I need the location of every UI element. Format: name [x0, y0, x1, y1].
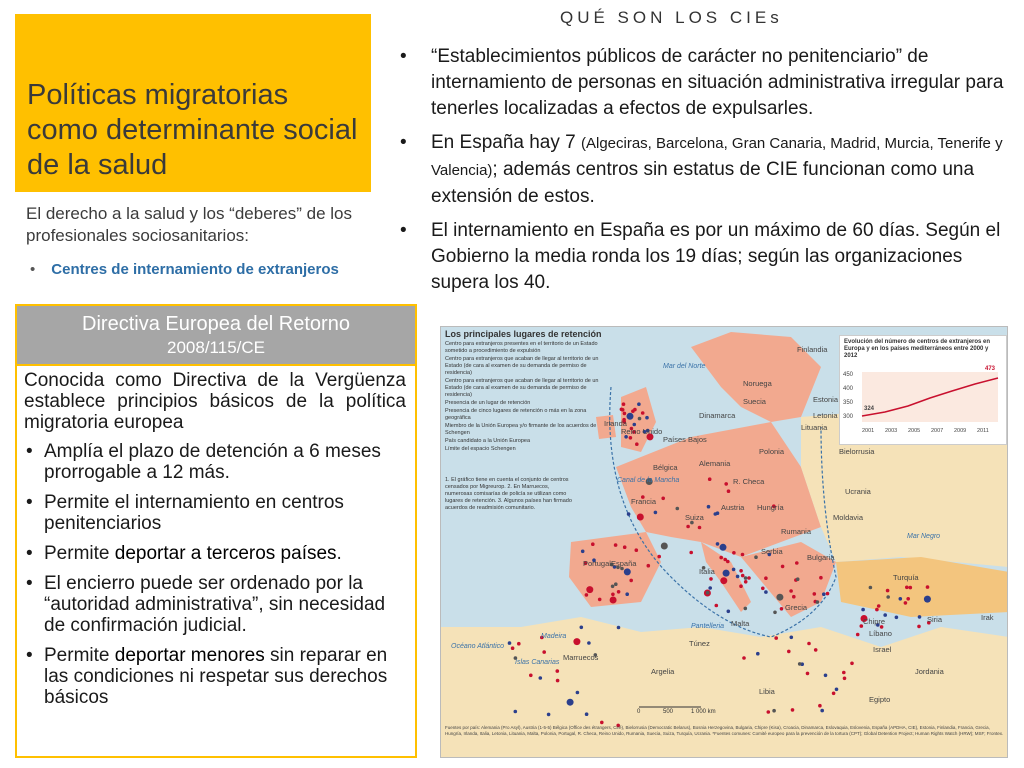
detention-center-dot	[744, 607, 748, 611]
country-label: Turquía	[893, 573, 919, 582]
detention-center-dot	[708, 586, 712, 590]
detention-center-dot	[624, 568, 631, 575]
inset-x-tick: 2011	[977, 428, 989, 434]
detention-center-dot	[676, 507, 680, 511]
detention-center-dot	[638, 417, 642, 421]
country-label: Irak	[981, 613, 994, 622]
country-label: R. Checa	[733, 477, 765, 486]
country-label: Bélgica	[653, 463, 678, 472]
country-label: Túnez	[689, 639, 710, 648]
detention-center-dot	[756, 652, 760, 656]
detention-center-dot	[816, 600, 820, 604]
bullet-text: .	[336, 543, 342, 564]
map-notes: 1. El gráfico tiene en cuenta el conjunto de centros censados por Migreurop. 2. En Marruecos, numerosas comisarías de policía se utilizan como lugares de retención. 3. Algunos países han firmado acuerdos de readmisión comunitario.	[445, 477, 572, 511]
detention-center-dot	[614, 543, 618, 547]
detention-center-dot	[581, 550, 585, 554]
detention-center-dot	[637, 514, 644, 521]
country-label: Suiza	[685, 513, 704, 522]
detention-center-dot	[587, 641, 591, 645]
detention-center-dot	[586, 586, 593, 593]
detention-center-dot	[627, 512, 631, 516]
map-title: Los principales lugares de retención	[445, 329, 602, 339]
inset-chart	[839, 335, 1007, 445]
detention-center-dot	[573, 638, 580, 645]
country-label: Ucrania	[845, 487, 871, 496]
detention-center-dot	[617, 626, 621, 630]
detention-center-dot	[781, 565, 785, 569]
bullet-text: Permite	[44, 543, 115, 564]
detention-center-dot	[600, 721, 604, 725]
detention-center-dot	[732, 551, 736, 555]
country-label: Argelia	[651, 667, 675, 676]
detention-center-dot	[814, 648, 818, 652]
detention-center-dot	[708, 477, 712, 481]
detention-center-dot	[875, 608, 879, 612]
detention-center-dot	[585, 593, 589, 597]
legend-item: País candidato a la Unión Europea	[445, 438, 531, 444]
country-label: Líbano	[869, 629, 892, 638]
inset-x-tick: 2007	[931, 428, 944, 434]
detention-center-dot	[832, 692, 836, 696]
detention-center-dot	[617, 590, 621, 594]
detention-center-dot	[813, 592, 817, 596]
detention-center-dot	[869, 586, 873, 590]
country-label: Polonia	[759, 447, 785, 456]
country-label: Letonia	[813, 411, 838, 420]
detention-center-dot	[791, 708, 795, 712]
country-label: Bulgaria	[807, 553, 835, 562]
detention-center-dot	[776, 594, 783, 601]
detention-center-dot	[654, 511, 658, 515]
country-label: Lituania	[801, 423, 828, 432]
detention-center-dot	[856, 633, 860, 637]
detention-center-dot	[835, 688, 839, 692]
title-box	[15, 14, 371, 192]
sea-label: Canal de la Mancha	[617, 477, 680, 484]
country-label: Finlandia	[797, 345, 828, 354]
country-label: Suecia	[743, 397, 766, 406]
detention-center-dot	[556, 669, 560, 673]
country-label: Bielorrusia	[839, 447, 875, 456]
country-label: Portugal	[583, 559, 611, 568]
country-label: Malta	[731, 619, 750, 628]
directive-code: 2008/115/CE	[167, 338, 265, 357]
detention-center-dot	[909, 586, 913, 590]
detention-center-dot	[716, 511, 720, 515]
detention-center-dot	[877, 604, 881, 608]
detention-center-dot	[724, 482, 728, 486]
detention-center-dot	[899, 597, 903, 601]
directive-bullet: • Permite el internamiento en centros penitenciarios	[24, 492, 406, 534]
directive-bullet	[24, 543, 406, 564]
bullet-text: Permite	[44, 645, 115, 666]
country-label: Libia	[759, 687, 775, 696]
detention-center-dot	[818, 704, 822, 708]
detention-center-dot	[820, 709, 824, 713]
detention-center-dot	[627, 413, 634, 420]
directive-title: Directiva Europea del Retorno	[82, 313, 350, 335]
detention-center-dot	[598, 598, 602, 602]
detention-center-dot	[635, 442, 639, 446]
legend-item: Centro para extranjeros que acaban de llegar al territorio de un Estado (de cara al examen de su demanda de permiso de residencia)	[445, 356, 599, 376]
detention-center-dot	[611, 593, 615, 597]
inset-title: Evolución del número de centros de extranjeros en Europa y en los países mediterráneos entre 2000 y 2012	[844, 339, 991, 359]
detention-center-dot	[742, 656, 746, 660]
detention-center-dot	[842, 671, 846, 675]
subtitle: El derecho a la salud y los “deberes” de los profesionales sociosanitarios:	[26, 204, 353, 245]
bullet-text: En España hay 7	[431, 132, 581, 153]
legend-item: Presencia de un lugar de retención	[445, 400, 531, 406]
country-label: Chipre	[863, 617, 886, 626]
detention-center-dot	[689, 551, 693, 555]
detention-center-dot	[761, 587, 765, 591]
cie-bullet	[398, 130, 1016, 210]
map-legend	[445, 341, 600, 454]
legend-item: Límite del espacio Schengen	[445, 446, 516, 452]
country-label: Irlanda	[604, 419, 627, 428]
detention-center-dot	[635, 548, 639, 552]
detention-center-dot	[716, 542, 720, 546]
country-label: Israel	[873, 645, 892, 654]
detention-center-dot	[556, 679, 560, 683]
detention-center-dot	[567, 699, 574, 706]
detention-center-dot	[727, 489, 731, 493]
country-label: Rumania	[781, 527, 812, 536]
detention-center-dot	[822, 592, 826, 596]
detention-center-dot	[585, 712, 589, 716]
directive-bullet: • Amplía el plazo de detención a 6 meses prorrogable a 12 más.	[24, 441, 406, 483]
detention-center-dot	[917, 625, 921, 629]
detention-center-dot	[843, 677, 847, 681]
detention-center-dot	[720, 577, 727, 584]
detention-center-dot	[744, 580, 748, 584]
detention-center-dot	[792, 595, 796, 599]
bullet-text: sin reparar en las condiciones ni respetar sus derechos básicos	[44, 645, 388, 708]
inset-start-value: 324	[864, 406, 875, 412]
country-label: Estonia	[813, 395, 839, 404]
detention-center-dot	[826, 592, 830, 596]
detention-center-dot	[720, 544, 727, 551]
iberia-land	[569, 532, 661, 607]
detention-center-dot	[764, 576, 768, 580]
detention-center-dot	[886, 589, 890, 593]
legend-item: Centro para extranjeros presentes en el territorio de un Estado sometido a procedimiento de expulsión	[445, 341, 598, 354]
detention-center-dot	[709, 577, 713, 581]
detention-center-dot	[774, 636, 778, 640]
country-label: Italia	[699, 567, 715, 576]
detention-center-dot	[514, 710, 518, 714]
detention-center-dot	[926, 585, 930, 589]
detention-center-dot	[614, 582, 618, 586]
sea-label: Pantelleria	[691, 623, 725, 630]
country-label: Moldavia	[833, 513, 864, 522]
map-sources: Fuentes por país: Alemania (Pro Asyl), Austria (1-5-5) Bélgica (Office des étrangers, Ciré), Bielorrusia (Democratic Belarus), Bosnia Herzegovina, Bulgaria, Chipre (Kisa), Croacia, Dinamarca, Eslovaquia, Eslovenia, España (APDHA, CIE), Estonia, Finlandia, Francia, Grecia, Hungría, Irlanda, Italia, Letonia, Lituania, Malta, Polonia, Portugal, R. Checa, Reino Unido, Rumania, Suecia, Suiza, Turquía, Ucrania. *Fuentes comunes: Comité europeo para la prevención de la tortura (CPT); Global Detention Project; Human Rights Watch (HRW); MSF; Frontex.	[445, 725, 1004, 736]
sea-label: Islas Canarias	[515, 659, 560, 666]
detention-center-dot	[790, 636, 794, 640]
detention-center-dot	[610, 597, 617, 604]
detention-center-dot	[580, 626, 584, 630]
slide-title: Políticas migratorias como determinante social de la salud	[27, 79, 358, 181]
detention-center-dot	[906, 597, 910, 601]
legend-item: Miembro de la Unión Europea y/o firmante de los acuerdos de Schengen	[445, 423, 597, 436]
detention-center-dot	[633, 423, 637, 427]
detention-center-dot	[539, 676, 543, 680]
detention-center-dot	[657, 555, 661, 559]
detention-center-dot	[686, 525, 690, 529]
detention-center-dot	[706, 591, 710, 595]
detention-center-dot	[723, 570, 730, 577]
detention-center-dot	[625, 592, 629, 596]
detention-center-dot	[732, 568, 736, 572]
detention-center-dot	[611, 585, 615, 589]
inset-x-tick: 2005	[908, 428, 921, 434]
detention-center-dot	[787, 650, 791, 654]
detention-center-dot	[641, 411, 645, 415]
detention-center-dot	[744, 576, 748, 580]
scale-label: 500	[663, 709, 674, 715]
detention-center-dot	[861, 608, 865, 612]
detention-center-dot	[629, 579, 633, 583]
bullet-dot: •	[30, 261, 36, 278]
legend-item: Centro para extranjeros que acaban de llegar al territorio de un Estado (de cara al examen de su demanda de permiso de residencia)	[445, 378, 599, 398]
detention-center-dot	[795, 561, 799, 565]
country-label: Francia	[631, 497, 657, 506]
country-label: Hungría	[757, 503, 784, 512]
detention-center-dot	[726, 560, 730, 564]
detention-center-dot	[637, 402, 641, 406]
detention-center-dot	[511, 646, 515, 650]
detention-center-dot	[542, 650, 546, 654]
sub-bullet-text: Centres de internamiento de extranjeros	[51, 261, 339, 278]
detention-center-dot	[508, 641, 512, 645]
detention-center-dot	[698, 526, 702, 530]
country-label: Alemania	[699, 459, 731, 468]
detention-center-dot	[764, 590, 768, 594]
detention-map	[440, 326, 1008, 758]
directive-intro: Conocida como Directiva de la Vergüenza establece principios básicos de la política migratoria europea	[24, 370, 406, 433]
detention-center-dot	[517, 642, 521, 646]
detention-center-dot	[918, 615, 922, 619]
bullet-emphasis: deportar a terceros países	[114, 543, 337, 564]
inset-plot-area	[862, 372, 998, 422]
detention-center-dot	[780, 607, 784, 611]
directive-body	[15, 366, 417, 758]
country-label: Grecia	[785, 603, 808, 612]
detention-center-dot	[772, 709, 776, 713]
detention-center-dot	[741, 553, 745, 557]
detention-center-dot	[806, 672, 810, 676]
scale-label: 0	[637, 709, 641, 715]
detention-center-dot	[547, 713, 551, 717]
detention-center-dot	[895, 616, 899, 620]
detention-center-dot	[819, 576, 823, 580]
north-africa-land	[441, 617, 1008, 758]
detention-center-dot	[796, 577, 800, 581]
inset-x-tick: 2001	[862, 428, 875, 434]
turkey-land	[836, 557, 1008, 617]
detention-center-dot	[623, 545, 627, 549]
detention-center-dot	[661, 497, 665, 501]
detention-center-dot	[824, 674, 828, 678]
country-label: Jordania	[915, 667, 944, 676]
detention-center-dot	[905, 586, 909, 590]
country-label: Austria	[721, 503, 745, 512]
detention-center-dot	[719, 556, 723, 560]
directive-header	[15, 304, 417, 366]
detention-center-dot	[707, 505, 711, 509]
inset-x-tick: 2009	[954, 428, 967, 434]
detention-center-dot	[647, 564, 651, 568]
city-list: (Algeciras, Barcelona, Gran Canaria, Madrid, Murcia, Tenerife y Valencia)	[431, 135, 1003, 179]
detention-center-dot	[623, 412, 627, 416]
detention-center-dot	[773, 611, 777, 615]
detention-center-dot	[739, 569, 743, 573]
country-label: Siria	[927, 615, 943, 624]
detention-center-dot	[741, 574, 745, 578]
inset-end-value: 473	[985, 366, 996, 372]
legend-item: Presencia de cinco lugares de retención o más en la zona geográfica	[445, 408, 587, 421]
detention-center-dot	[622, 402, 626, 406]
inset-y-tick: 450	[843, 372, 854, 378]
sea-label: Océano Atlántico	[451, 643, 505, 650]
detention-center-dot	[739, 584, 743, 588]
country-label: Egipto	[869, 695, 891, 704]
country-label: España	[611, 559, 637, 568]
bullet-emphasis: deportar menores	[114, 645, 265, 666]
detention-center-dot	[591, 542, 595, 546]
inset-x-tick: 2003	[885, 428, 898, 434]
country-label: Marruecos	[563, 653, 599, 662]
detention-center-dot	[727, 610, 731, 614]
inset-y-tick: 350	[843, 400, 854, 406]
country-label: Países Bajos	[663, 435, 707, 444]
detention-center-dot	[904, 601, 908, 605]
cie-bullets	[398, 44, 1016, 304]
country-label: Noruega	[743, 379, 772, 388]
country-label: Serbia	[761, 547, 783, 556]
inset-y-tick: 400	[843, 386, 854, 392]
cie-bullet: • El internamiento en España es por un máximo de 60 días. Según el Gobierno la media ronda los 19 días; según las organizaciones supera los 40.	[398, 218, 1016, 296]
inset-y-tick: 300	[843, 414, 854, 420]
sea-label: Mar Negro	[907, 533, 941, 540]
detention-center-dot	[807, 642, 811, 646]
detention-center-dot	[850, 662, 854, 666]
detention-center-dot	[798, 662, 802, 666]
bullet-text: ; además centros sin estatus de CIE funcionan como una extensión de estos.	[431, 159, 975, 207]
detention-center-dot	[924, 596, 931, 603]
detention-center-dot	[747, 576, 751, 580]
directive-bullets	[24, 441, 406, 708]
cie-bullet: • “Establecimientos públicos de carácter no penitenciario” de internamiento de personas en situación administrativa irregular para tenerles localizadas a efectos de expulsarles.	[398, 44, 1016, 122]
detention-center-dot	[754, 555, 758, 559]
directive-bullet: • El encierro puede ser ordenado por la “autoridad administrativa”, sin necesidad de confirmación judicial.	[24, 573, 406, 636]
detention-center-dot	[661, 543, 668, 550]
detention-center-dot	[886, 595, 890, 599]
detention-center-dot	[621, 408, 625, 412]
country-label: Dinamarca	[699, 411, 736, 420]
detention-center-dot	[631, 409, 635, 413]
sub-bullet	[30, 261, 339, 278]
cie-title: QUÉ SON LOS CIEs	[560, 8, 783, 27]
detention-center-dot	[629, 436, 633, 440]
scale-label: 1 000 km	[691, 709, 716, 715]
directive-bullet	[24, 645, 406, 708]
detention-center-dot	[529, 674, 533, 678]
detention-center-dot	[576, 691, 580, 695]
sea-label: Madeira	[541, 633, 567, 640]
detention-center-dot	[645, 416, 649, 420]
sea-label: Mar del Norte	[663, 363, 706, 370]
country-label: Reino Unido	[621, 427, 663, 436]
detention-center-dot	[789, 589, 793, 593]
detention-center-dot	[736, 575, 740, 579]
detention-center-dot	[767, 710, 771, 714]
detention-center-dot	[715, 604, 719, 608]
